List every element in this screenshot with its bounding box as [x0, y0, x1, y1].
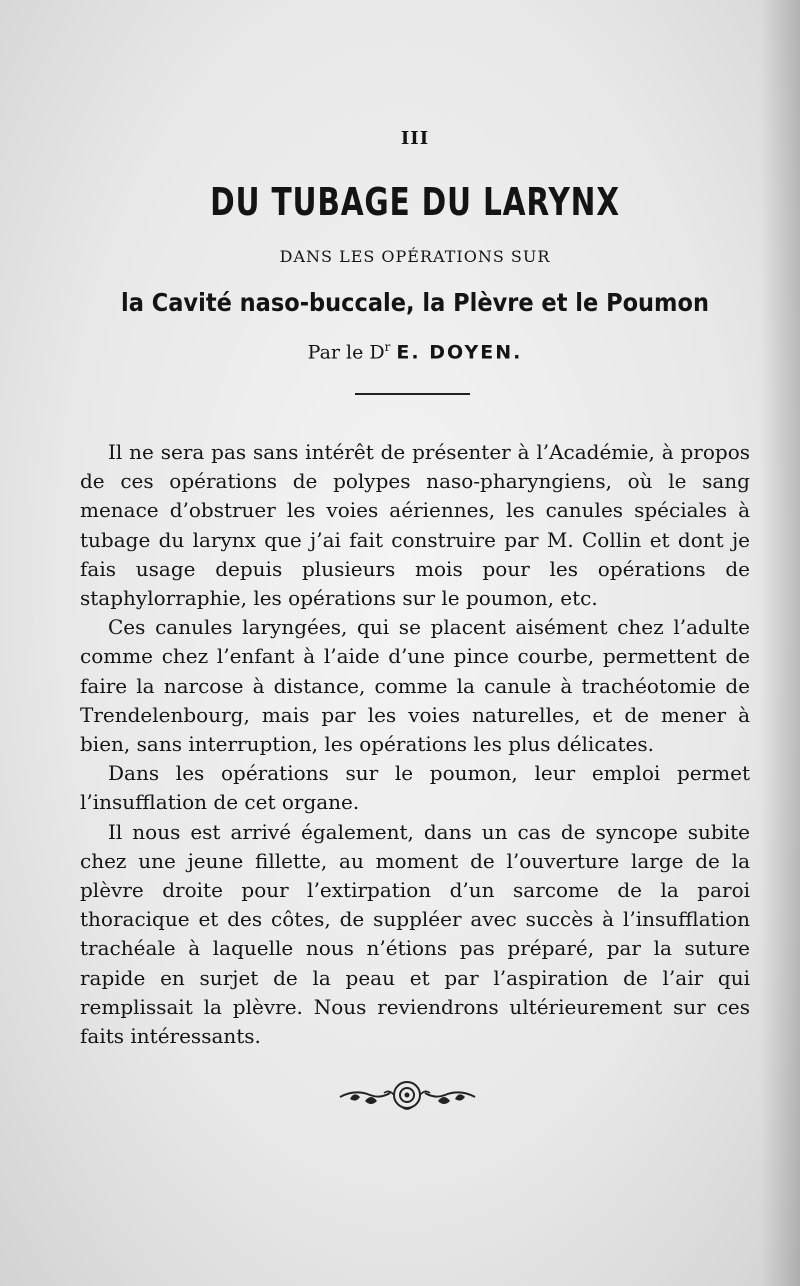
subtitle-line-1: DANS LES OPÉRATIONS SUR [279, 247, 551, 266]
title-divider [355, 393, 470, 395]
paragraph: Dans les opérations sur le poumon, leur emploi permet l’insufflation de cet organe. [80, 761, 750, 815]
page-title: DU TUBAGE DU LARYNX [210, 180, 620, 224]
author-prefix-sup: r [384, 340, 391, 354]
body-text [80, 438, 750, 1051]
author-prefix: Par le D [307, 341, 385, 364]
paragraph: Il ne sera pas sans intérêt de présenter à l’Académie, à propos de ces opérations de polypes naso-pharyngiens, où le sang menace d’obstruer les voies aériennes, les canules spéciales à tubage du larynx que j’ai fait construire par M. Collin et dont je fais usage depuis plusieurs mois pour les opérations de staphylorraphie, les opérations sur le poumon, etc. [80, 440, 750, 611]
author-line [0, 340, 800, 363]
author-name: E. DOYEN. [396, 341, 523, 364]
paragraph: Il nous est arrivé également, dans un cas de syncope subite chez une jeune fillette, au moment de l’ouverture large de la plèvre droite pour l’extirpation d’un sarcome de la paroi thoracique et des côtes, de suppléer avec succès à l’insufflation trachéale à laquelle nous n’étions pas préparé, par la suture rapide en surjet de la peau et par l’aspiration de l’air qui remplissait la plèvre. Nous reviendrons ultérieurement sur ces faits intéressants. [80, 819, 750, 1049]
paragraph: Ces canules laryngées, qui se placent aisément chez l’adulte comme chez l’enfant à l’aide d’une pince courbe, permettent de faire la narcose à distance, comme la canule à trachéotomie de Trendelenbourg, mais par les voies naturelles, et de mener à bien, sans interruption, les opérations les plus délicates. [80, 615, 750, 757]
page-edge-shadow [760, 0, 800, 1286]
floral-ornament-icon [335, 1075, 480, 1115]
section-number: III [400, 128, 430, 149]
subtitle-line-2: la Cavité naso-buccale, la Plèvre et le Poumon [121, 288, 709, 317]
